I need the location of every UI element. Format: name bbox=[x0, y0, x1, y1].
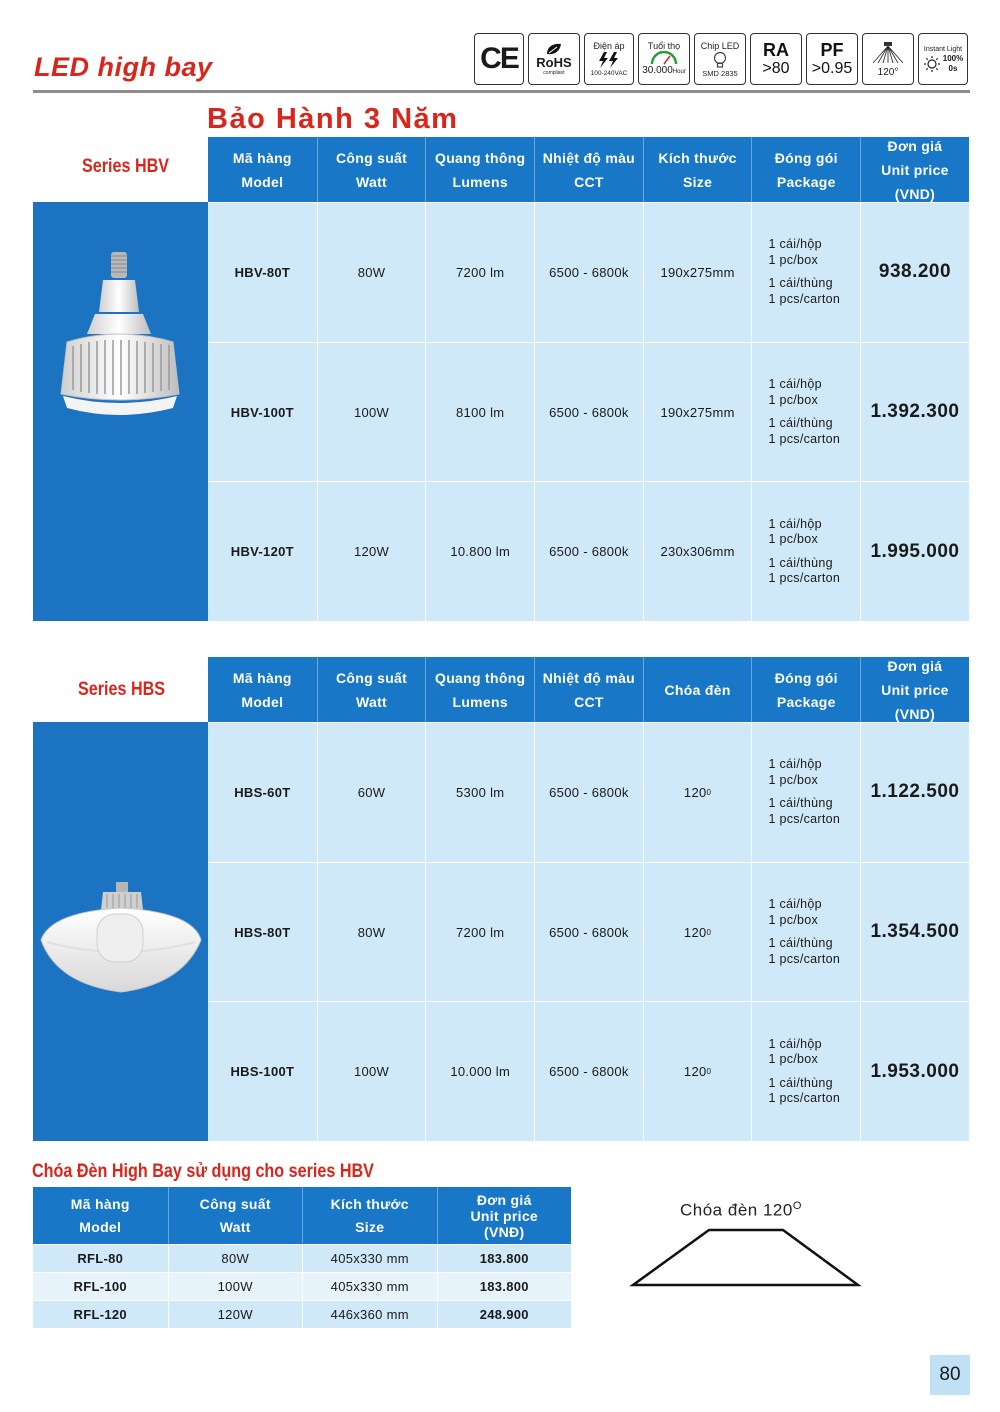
package-cell: 1 cái/hộp 1 pc/box 1 cái/thùng 1 pcs/carton bbox=[751, 863, 860, 1002]
model-cell: HBS-80T bbox=[234, 924, 291, 940]
header-lumens: Quang thông Lumens bbox=[425, 657, 534, 722]
chip-led-badge: Chip LED SMD 2835 bbox=[694, 33, 746, 85]
header-size: Kích thước Size bbox=[643, 137, 752, 202]
series-hbv-label: Series HBV bbox=[82, 156, 170, 177]
reflector-cell: 120 0 bbox=[643, 1002, 752, 1141]
table-row bbox=[208, 481, 969, 621]
table-row bbox=[208, 342, 969, 482]
price-cell: 1.995.000 bbox=[860, 482, 969, 621]
price-cell: 248.900 bbox=[437, 1301, 572, 1328]
size-cell: 190x275mm bbox=[643, 343, 752, 482]
header-model: Mã hàng Model bbox=[33, 1187, 168, 1244]
header-watt: Công suất Watt bbox=[317, 657, 426, 722]
ce-badge: CE bbox=[474, 33, 524, 85]
series-hbs-label: Series HBS bbox=[78, 679, 166, 700]
size-cell: 230x306mm bbox=[643, 482, 752, 621]
model-cell: HBS-60T bbox=[234, 784, 291, 800]
package-cell: 1 cái/hộp 1 pc/box 1 cái/thùng 1 pcs/carton bbox=[751, 482, 860, 621]
lifetime-badge: Tuổi thọ 30.000Hour bbox=[638, 33, 690, 85]
cct-cell: 6500 - 6800k bbox=[534, 863, 643, 1002]
watt-cell: 80W bbox=[317, 203, 426, 342]
package-cell: 1 cái/hộp 1 pc/box 1 cái/thùng 1 pcs/carton bbox=[751, 723, 860, 862]
header-lumens: Quang thông Lumens bbox=[425, 137, 534, 202]
table-row bbox=[33, 1272, 571, 1300]
price-cell: 183.800 bbox=[437, 1273, 572, 1300]
hbs-table-body bbox=[208, 722, 969, 1141]
model-cell: RFL-120 bbox=[73, 1307, 127, 1322]
header-reflector: Chóa đèn bbox=[643, 657, 752, 722]
lumens-cell: 10.000 lm bbox=[425, 1002, 534, 1141]
lumens-cell: 5300 lm bbox=[425, 723, 534, 862]
package-cell: 1 cái/hộp 1 pc/box 1 cái/thùng 1 pcs/carton bbox=[751, 203, 860, 342]
watt-cell: 100W bbox=[168, 1273, 303, 1300]
header-divider bbox=[33, 90, 970, 93]
beam-angle-icon bbox=[870, 41, 906, 67]
lumens-cell: 7200 lm bbox=[425, 203, 534, 342]
reflector-trapezoid-diagram bbox=[625, 1225, 865, 1290]
header-watt: Công suất Watt bbox=[168, 1187, 303, 1244]
hbv-lamp-image bbox=[33, 202, 208, 621]
price-cell: 183.800 bbox=[437, 1245, 572, 1272]
sun-icon bbox=[923, 55, 941, 73]
page-number: 80 bbox=[930, 1355, 970, 1395]
package-cell: 1 cái/hộp 1 pc/box 1 cái/thùng 1 pcs/carton bbox=[751, 1002, 860, 1141]
cct-cell: 6500 - 6800k bbox=[534, 482, 643, 621]
ra-badge: RA >80 bbox=[750, 33, 802, 85]
reflector-cell: 120 0 bbox=[643, 723, 752, 862]
price-cell: 1.392.300 bbox=[860, 343, 969, 482]
gauge-icon bbox=[649, 51, 679, 65]
price-cell: 1.122.500 bbox=[860, 723, 969, 862]
cct-cell: 6500 - 6800k bbox=[534, 203, 643, 342]
size-cell: 405x330 mm bbox=[302, 1245, 437, 1272]
model-cell: HBS-100T bbox=[230, 1064, 295, 1080]
watt-cell: 120W bbox=[168, 1301, 303, 1328]
warranty-heading: Bảo Hành 3 Năm bbox=[207, 103, 459, 135]
header-cct: Nhiệt độ màu CCT bbox=[534, 137, 643, 202]
instant-light-badge: Instant Light 100% 0s bbox=[918, 33, 968, 85]
lightning-icon bbox=[596, 51, 622, 69]
model-cell: HBV-100T bbox=[230, 404, 294, 420]
leaf-icon bbox=[545, 42, 563, 56]
header-price: Đơn giá Unit price (VND) bbox=[860, 137, 969, 202]
hbv-table-body bbox=[208, 202, 969, 621]
model-cell: HBV-80T bbox=[234, 264, 291, 280]
hbv-product-image-panel bbox=[33, 202, 208, 621]
reflector-table-header bbox=[33, 1187, 571, 1244]
reflector-diagram-label: Chóa đèn $120^O$ bbox=[680, 1200, 802, 1220]
header-model: Mã hàng Model bbox=[208, 657, 317, 722]
table-row bbox=[33, 1300, 571, 1328]
price-cell: 1.354.500 bbox=[860, 863, 969, 1002]
model-cell: RFL-80 bbox=[77, 1251, 124, 1266]
hbs-product-image-panel bbox=[33, 722, 208, 1141]
watt-cell: 120W bbox=[317, 482, 426, 621]
header-price: Đơn giá Unit price (VND) bbox=[860, 657, 969, 722]
hbv-table-header bbox=[208, 137, 969, 202]
reflector-section-title: Chóa Đèn High Bay sử dụng cho series HBV bbox=[32, 1161, 374, 1182]
reflector-table bbox=[33, 1187, 571, 1328]
certification-badges bbox=[474, 33, 968, 85]
lumens-cell: 8100 lm bbox=[425, 343, 534, 482]
voltage-badge: Điện áp 100-240VAC bbox=[584, 33, 634, 85]
header-package: Đóng gói Package bbox=[751, 657, 860, 722]
model-cell: HBV-120T bbox=[230, 544, 294, 560]
table-row bbox=[208, 862, 969, 1002]
rohs-badge: RoHS compliant bbox=[528, 33, 580, 85]
price-cell: 938.200 bbox=[860, 203, 969, 342]
cct-cell: 6500 - 6800k bbox=[534, 723, 643, 862]
size-cell: 190x275mm bbox=[643, 203, 752, 342]
bulb-icon bbox=[713, 51, 727, 69]
price-cell: 1.953.000 bbox=[860, 1002, 969, 1141]
watt-cell: 100W bbox=[317, 343, 426, 482]
size-cell: 405x330 mm bbox=[302, 1273, 437, 1300]
table-row bbox=[208, 722, 969, 862]
model-cell: RFL-100 bbox=[73, 1279, 127, 1294]
hbv-table bbox=[33, 137, 969, 621]
table-row bbox=[208, 202, 969, 342]
table-row bbox=[208, 1001, 969, 1141]
pf-badge: PF >0.95 bbox=[806, 33, 858, 85]
reflector-cell: 120 0 bbox=[643, 863, 752, 1002]
watt-cell: 100W bbox=[317, 1002, 426, 1141]
hbs-table-header bbox=[208, 657, 969, 722]
cct-cell: 6500 - 6800k bbox=[534, 1002, 643, 1141]
watt-cell: 80W bbox=[317, 863, 426, 1002]
watt-cell: 80W bbox=[168, 1245, 303, 1272]
header-price: Đơn giá Unit price (VNĐ) bbox=[437, 1187, 572, 1244]
beam-angle-badge: 120° bbox=[862, 33, 914, 85]
lumens-cell: 10.800 lm bbox=[425, 482, 534, 621]
header-watt: Công suất Watt bbox=[317, 137, 426, 202]
hbs-lamp-image bbox=[33, 722, 208, 1141]
header-size: Kích thước Size bbox=[302, 1187, 437, 1244]
hbs-table bbox=[33, 657, 969, 1141]
size-cell: 446x360 mm bbox=[302, 1301, 437, 1328]
package-cell: 1 cái/hộp 1 pc/box 1 cái/thùng 1 pcs/carton bbox=[751, 343, 860, 482]
cct-cell: 6500 - 6800k bbox=[534, 343, 643, 482]
table-row bbox=[33, 1244, 571, 1272]
watt-cell: 60W bbox=[317, 723, 426, 862]
header-package: Đóng gói Package bbox=[751, 137, 860, 202]
header-model: Mã hàng Model bbox=[208, 137, 317, 202]
lumens-cell: 7200 lm bbox=[425, 863, 534, 1002]
page-title: LED high bay bbox=[34, 52, 213, 82]
header-cct: Nhiệt độ màu CCT bbox=[534, 657, 643, 722]
